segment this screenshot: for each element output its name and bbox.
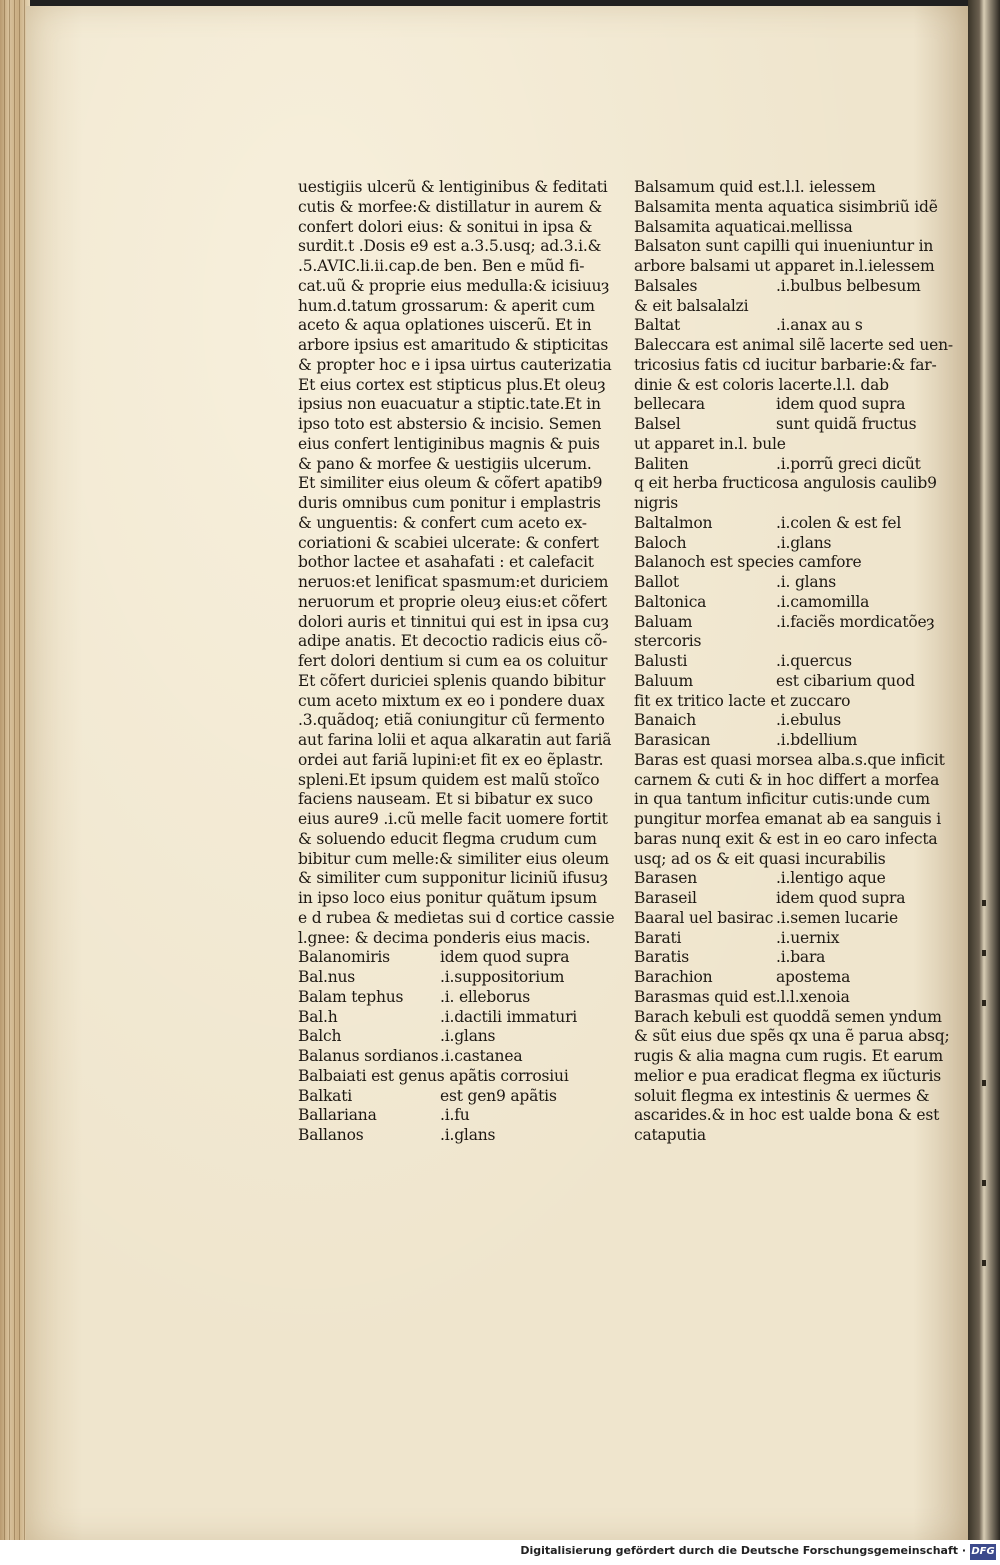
entry-term: Balsales — [634, 276, 698, 295]
right-column-line: in qua tantum inficitur cutis:unde cum — [634, 790, 930, 809]
right-column-line — [634, 711, 934, 731]
entry-term: Baltalmon — [634, 513, 713, 532]
right-column-line: baras nunq exit & est in eo caro infecta — [634, 829, 938, 848]
right-column-line — [634, 395, 934, 415]
entry-term: Bal.nus — [298, 968, 356, 986]
entry-gloss: .i.porrũ greci dicũt — [776, 454, 921, 473]
entry-gloss: idem quod supra — [776, 889, 906, 907]
left-column-line: bothor lactee et asahafati : et calefacit — [298, 553, 594, 572]
dfg-logo: DFG — [970, 1544, 996, 1560]
entry-gloss: .i.fu — [440, 1106, 470, 1125]
left-column-line: adipe anatis. Et decoctio radicis eius cõ- — [298, 632, 608, 651]
entry-term: Baltonica — [634, 592, 707, 611]
left-column-line: hum.d.tatum grossarum: & aperit cum — [298, 296, 595, 315]
right-column-line — [634, 909, 934, 929]
entry-gloss: .i.castanea — [440, 1047, 523, 1065]
entry-gloss: .i.glans — [440, 1126, 496, 1144]
right-column-line — [634, 672, 934, 692]
left-column-line: cum aceto mixtum ex eo i pondere duax — [298, 691, 605, 710]
right-column-line: Balsamita menta aquatica sisimbriũ idẽ — [634, 197, 938, 216]
right-column-line: arbore balsami ut apparet in.l.ielessem — [634, 257, 935, 275]
right-column-line: stercoris — [634, 632, 702, 651]
left-column-line — [298, 1027, 598, 1047]
entry-gloss: .i.colen & est fel — [776, 513, 902, 532]
right-column-line: tricosius fatis cd iucitur barbarie:& far- — [634, 355, 937, 374]
entry-term: Ballot — [634, 573, 679, 591]
funding-credit: Digitalisierung gefördert durch die Deutsche Forschungsgemeinschaft · — [520, 1544, 966, 1557]
right-column-line: Barach kebuli est quoddã semen yndum — [634, 1007, 942, 1026]
entry-term: Bal.h — [298, 1007, 338, 1026]
left-column-line — [298, 988, 598, 1008]
right-column-line — [634, 455, 934, 475]
entry-gloss: .i.bara — [776, 948, 826, 967]
right-column-line: ut apparet in.l. bule — [634, 434, 786, 453]
left-column-line: fert dolori dentium si cum ea os coluitur — [298, 652, 608, 670]
entry-term: bellecara — [634, 395, 705, 414]
right-column-line: usq; ad os & eit quasi incurabilis — [634, 849, 886, 868]
left-column-line: Balbaiati est genus apãtis corrosiui — [298, 1066, 569, 1085]
right-column-line: ascarides.& in hoc est ualde bona & est — [634, 1106, 940, 1125]
right-column-line: q eit herba fructicosa angulosis caulib9 — [634, 474, 937, 493]
left-column-line: ordei aut fariã lupini:et fit ex eo ẽplastr. — [298, 750, 604, 769]
right-column-line: pungitur morfea emanat ab ea sanguis i — [634, 810, 942, 828]
right-column-line — [634, 218, 934, 238]
right-column-line — [634, 534, 934, 554]
left-column-line: & similiter cum supponitur liciniũ ifusuȝ — [298, 869, 608, 888]
right-column-line: Baras est quasi morsea alba.s.que inficit — [634, 750, 945, 769]
right-column-line — [634, 929, 934, 949]
left-column-line: ipsius non euacuatur a stiptic.tate.Et in — [298, 395, 601, 414]
entry-term: Baluam — [634, 612, 693, 631]
right-column-line: nigris — [634, 494, 678, 512]
entry-gloss: .i.quercus — [776, 652, 852, 670]
left-column-line: cat.uũ & proprie eius medulla:& icisiuuȝ — [298, 276, 610, 295]
entry-term: Baluum — [634, 671, 694, 690]
entry-term: Ballanos — [298, 1126, 364, 1144]
entry-term: Baratis — [634, 948, 690, 967]
entry-term: Ballariana — [298, 1106, 377, 1125]
entry-term: Balch — [298, 1027, 342, 1046]
right-column-line — [634, 613, 934, 633]
right-column-line: fit ex tritico lacte et zuccaro — [634, 691, 851, 710]
entry-term: Barasican — [634, 731, 711, 749]
entry-gloss: .i. glans — [776, 573, 836, 591]
entry-term: Baltat — [634, 316, 681, 335]
left-column-line: in ipso loco eius ponitur quãtum ipsum — [298, 889, 597, 907]
right-column-line: soluit flegma ex intestinis & uermes & — [634, 1086, 930, 1105]
entry-term: Balanomiris — [298, 948, 390, 967]
right-column-line: Balsamum quid est.l.l. ielessem — [634, 178, 876, 196]
entry-term: Barachion — [634, 968, 713, 986]
left-column-line: coriationi & scabiei ulcerate: & confert — [298, 533, 599, 552]
entry-gloss: est gen9 apãtis — [440, 1086, 557, 1105]
left-column-line: aceto & aqua oplationes uiscerũ. Et in — [298, 316, 592, 335]
right-column-line: Barasmas quid est.l.l.xenoia — [634, 987, 850, 1006]
right-column-line — [634, 316, 934, 336]
entry-gloss: .i. elleborus — [440, 987, 530, 1006]
left-column-line: .5.AVIC.li.ii.cap.de ben. Ben e mũd fi- — [298, 257, 585, 275]
left-column-line: & soluendo educit flegma crudum cum — [298, 829, 597, 848]
right-column-line: carnem & cuti & in hoc differt a morfea — [634, 770, 940, 789]
right-column-line — [634, 948, 934, 968]
right-column-line: Balanoch est species camfore — [634, 553, 862, 572]
right-column-line: melior e pua eradicat flegma ex iũcturis — [634, 1066, 942, 1085]
left-column-line: & pano & morfee & uestigiis ulcerum. — [298, 454, 592, 473]
entry-term: Baaral uel basirac — [634, 908, 774, 927]
left-column-line: aut farina lolii et aqua alkaratin aut fariã — [298, 731, 612, 749]
right-column-line — [634, 415, 934, 435]
entry-gloss: est cibarium quod — [776, 671, 915, 690]
entry-gloss: .i.semen lucarie — [776, 908, 898, 927]
right-column-line — [634, 968, 934, 988]
right-column-line: Baleccara est animal silẽ lacerte sed uen- — [634, 336, 953, 354]
entry-gloss: apostema — [776, 968, 851, 986]
left-column-line: arbore ipsius est amaritudo & stipticitas — [298, 336, 609, 354]
right-column-line: rugis & alia magna cum rugis. Et earum — [634, 1047, 943, 1065]
left-column-line — [298, 1106, 598, 1126]
right-column-line — [634, 869, 934, 889]
right-column-line: & eit balsalalzi — [634, 296, 749, 315]
right-column-line: dinie & est coloris lacerte.l.l. dab — [634, 375, 889, 394]
left-column-line: Et eius cortex est stipticus plus.Et oleuȝ — [298, 375, 606, 394]
entry-term: Baloch — [634, 533, 687, 552]
right-column-line — [634, 514, 934, 534]
right-column-line — [634, 889, 934, 909]
entry-term: Balsamita aquatica — [634, 217, 781, 236]
entry-gloss: .i.mellissa — [776, 217, 853, 236]
left-column-line: uestigiis ulcerũ & lentiginibus & feditati — [298, 178, 608, 196]
left-column-line: & unguentis: & confert cum aceto ex- — [298, 513, 587, 532]
left-column-line: .3.quãdoq; etiã coniungitur cũ fermento — [298, 711, 605, 730]
left-text-column — [298, 178, 615, 1146]
entry-gloss: .i.bulbus belbesum — [776, 276, 921, 295]
left-column-line: duris omnibus cum ponitur i emplastris — [298, 494, 601, 512]
right-column-line — [634, 573, 934, 593]
right-text-column — [634, 178, 953, 1146]
right-column-line — [634, 652, 934, 672]
entry-gloss: .i.ebulus — [776, 711, 841, 730]
left-column-line: Et cõfert duriciei splenis quando bibitur — [298, 671, 606, 690]
entry-term: Barati — [634, 928, 682, 947]
entry-term: Balsel — [634, 415, 681, 433]
entry-term: Baliten — [634, 454, 689, 473]
left-column-line: dolori auris et tinnitui qui est in ipsa cuȝ — [298, 612, 609, 631]
entry-term: Baraseil — [634, 889, 697, 907]
entry-gloss: .i.suppositorium — [440, 968, 565, 986]
entry-term: Balam tephus — [298, 987, 404, 1006]
entry-gloss: .i.camomilla — [776, 592, 870, 611]
left-column-line: confert dolori eius: & sonitui in ipsa & — [298, 217, 593, 236]
entry-term: Barasen — [634, 869, 697, 888]
entry-gloss: .i.bdellium — [776, 731, 858, 749]
left-column-line: eius aure9 .i.cũ melle facit uomere fortit — [298, 810, 608, 828]
left-column-line: faciens nauseam. Et si bibatur ex suco — [298, 790, 593, 809]
left-column-line: surdit.t .Dosis e9 est a.3.5.usq; ad.3.i.& — [298, 237, 602, 256]
left-column-line: l.gnee: & decima ponderis eius macis. — [298, 928, 591, 947]
left-column-line: e d rubea & medietas sui d cortice cassie — [298, 908, 615, 927]
digitization-footer — [0, 1540, 1000, 1565]
entry-gloss: idem quod supra — [776, 395, 906, 414]
right-column-line — [634, 593, 934, 613]
left-column-line — [298, 948, 598, 968]
left-column-line: spleni.Et ipsum quidem est malũ stoĩco — [298, 770, 600, 789]
entry-gloss: .i.glans — [440, 1027, 496, 1046]
entry-term: Banaich — [634, 711, 697, 730]
entry-gloss: sunt quidã fructus — [776, 415, 917, 433]
left-column-line: neruos:et lenificat spasmum:et duriciem — [298, 573, 609, 591]
entry-gloss: .i.faciẽs mordicatõeȝ — [776, 612, 935, 631]
left-column-line — [298, 1008, 598, 1028]
entry-term: Balkati — [298, 1086, 353, 1105]
entry-term: Balanus sordianos — [298, 1047, 439, 1065]
entry-gloss: .i.uernix — [776, 928, 840, 947]
right-column-line — [634, 731, 934, 751]
left-column-line: Et similiter eius oleum & cõfert apatib9 — [298, 474, 603, 493]
left-column-line: cutis & morfee:& distillatur in aurem & — [298, 197, 602, 216]
left-column-line — [298, 968, 598, 988]
entry-gloss: .i.dactili immaturi — [440, 1007, 578, 1026]
entry-term: Balusti — [634, 652, 688, 670]
left-column-line — [298, 1047, 598, 1067]
entry-gloss: idem quod supra — [440, 948, 570, 967]
left-column-line: neruorum et proprie oleuȝ eius:et cõfert — [298, 592, 607, 611]
book-gutter — [968, 0, 1000, 1540]
left-column-line: bibitur cum melle:& similiter eius oleum — [298, 849, 609, 868]
left-column-line: & propter hoc e i ipsa uirtus cauterizatia — [298, 355, 612, 374]
left-column-line — [298, 1126, 598, 1146]
right-column-line: cataputia — [634, 1126, 706, 1144]
left-column-line: ipso toto est abstersio & incisio. Semen — [298, 415, 602, 433]
right-column-line — [634, 277, 934, 297]
right-column-line: & sũt eius due spẽs qx una ẽ parua absq; — [634, 1027, 950, 1046]
left-column-line — [298, 1087, 598, 1107]
entry-gloss: .i.lentigo aque — [776, 869, 886, 888]
left-column-line: eius confert lentiginibus magnis & puis — [298, 434, 600, 453]
entry-gloss: .i.anax au s — [776, 316, 863, 335]
entry-gloss: .i.glans — [776, 533, 832, 552]
right-column-line: Balsaton sunt capilli qui inueniuntur in — [634, 237, 934, 256]
